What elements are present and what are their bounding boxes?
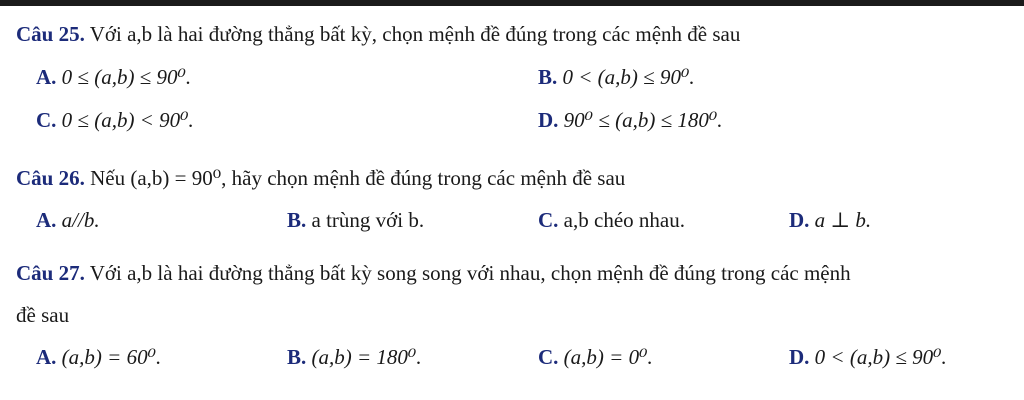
option-text: a//b. <box>61 208 100 232</box>
option-text: 0 ≤ (a,b) < 90⁰. <box>61 108 194 132</box>
question-number: Câu 27. <box>16 261 85 285</box>
option-letter: D. <box>789 208 810 232</box>
option-letter: B. <box>538 65 558 89</box>
option-letter: C. <box>36 108 57 132</box>
option-text: 0 < (a,b) ≤ 90⁰. <box>562 65 695 89</box>
option-27-a[interactable] <box>36 344 161 370</box>
option-26-c[interactable] <box>538 207 685 233</box>
question-text-continuation: đề sau <box>16 303 70 327</box>
option-text: 0 < (a,b) ≤ 90⁰. <box>814 345 947 369</box>
option-text: a ⊥ b. <box>814 208 872 232</box>
question-text: Với a,b là hai đường thẳng bất kỳ, chọn mệnh đề đúng trong các mệnh đề sau <box>89 22 741 46</box>
top-border <box>0 0 1024 6</box>
option-letter: D. <box>538 108 559 132</box>
option-text: 0 ≤ (a,b) ≤ 90⁰. <box>61 65 192 89</box>
question-text: Với a,b là hai đường thẳng bất kỳ song song với nhau, chọn mệnh đề đúng trong các mệnh <box>89 261 851 285</box>
option-text: a trùng với b. <box>311 208 425 232</box>
option-25-d[interactable] <box>538 107 723 133</box>
option-letter: A. <box>36 345 57 369</box>
question-25 <box>16 21 740 47</box>
option-text: (a,b) = 0⁰. <box>563 345 653 369</box>
option-letter: A. <box>36 65 57 89</box>
option-text: a,b chéo nhau. <box>563 208 685 232</box>
option-25-a[interactable] <box>36 64 191 90</box>
question-text: Nếu (a,b) = 90⁰, hãy chọn mệnh đề đúng trong các mệnh đề sau <box>90 166 626 190</box>
option-text: (a,b) = 180⁰. <box>311 345 422 369</box>
option-letter: C. <box>538 345 559 369</box>
option-letter: B. <box>287 208 307 232</box>
option-letter: A. <box>36 208 57 232</box>
question-number: Câu 26. <box>16 166 85 190</box>
question-number: Câu 25. <box>16 22 85 46</box>
option-text: 90⁰ ≤ (a,b) ≤ 180⁰. <box>563 108 723 132</box>
option-letter: B. <box>287 345 307 369</box>
option-25-b[interactable] <box>538 64 695 90</box>
option-25-c[interactable] <box>36 107 194 133</box>
option-27-d[interactable] <box>789 344 947 370</box>
option-letter: D. <box>789 345 810 369</box>
option-27-b[interactable] <box>287 344 422 370</box>
option-26-b[interactable] <box>287 207 424 233</box>
question-27-continuation <box>16 302 69 328</box>
option-letter: C. <box>538 208 559 232</box>
question-26 <box>16 165 625 191</box>
option-26-d[interactable] <box>789 207 871 233</box>
question-27 <box>16 260 851 286</box>
option-26-a[interactable] <box>36 207 100 233</box>
option-text: (a,b) = 60⁰. <box>61 345 162 369</box>
option-27-c[interactable] <box>538 344 653 370</box>
